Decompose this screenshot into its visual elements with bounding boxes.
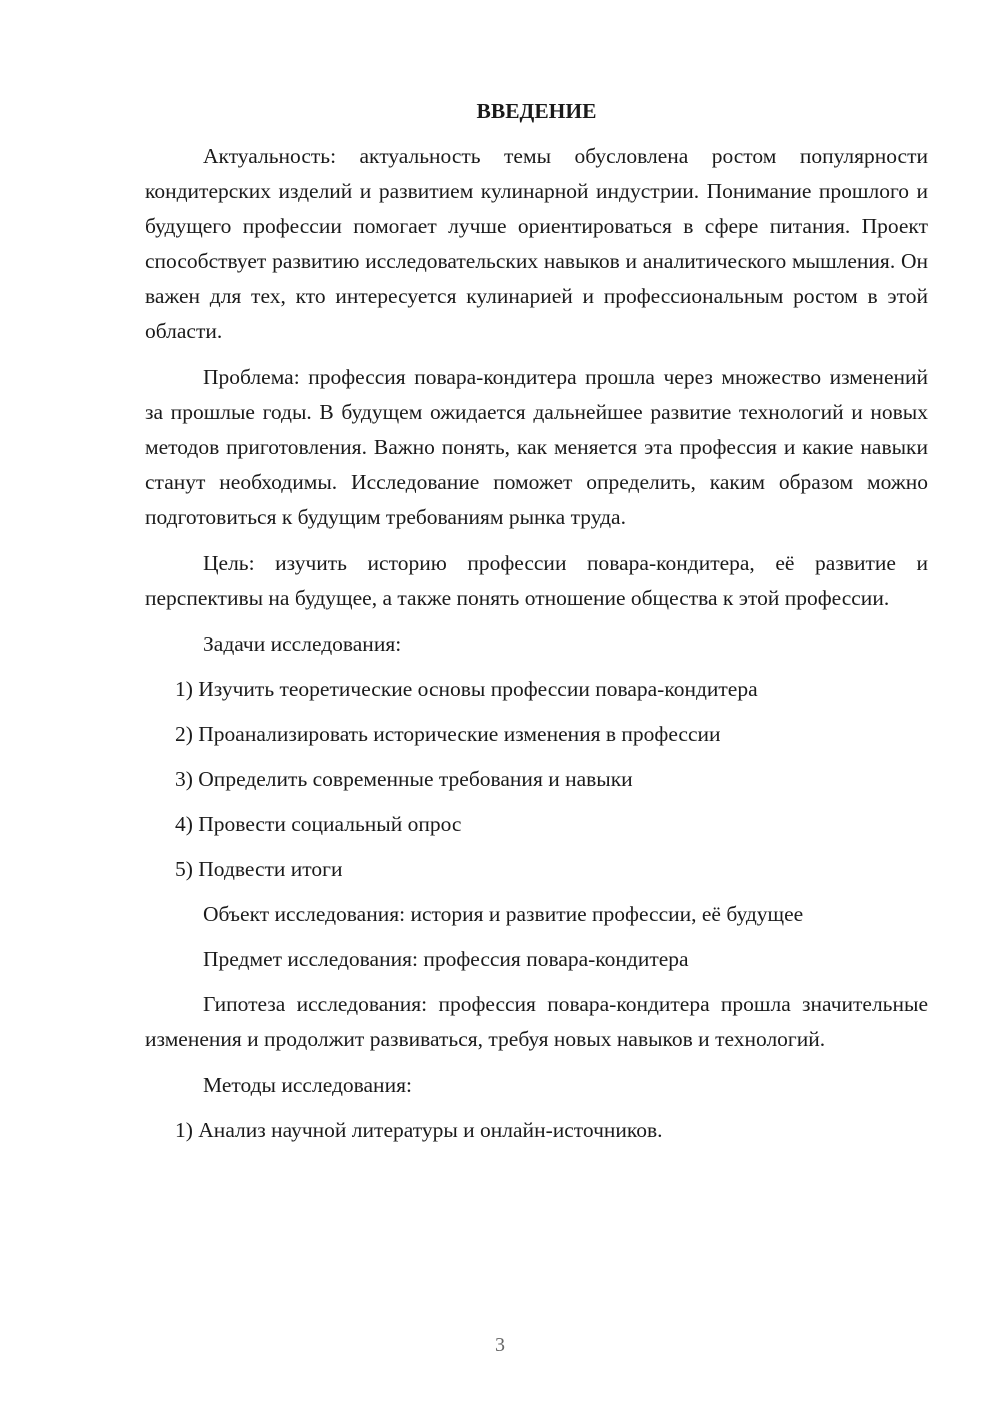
methods-heading: Методы исследования:: [203, 1073, 412, 1097]
section-title: ВВЕДЕНИЕ: [476, 99, 597, 123]
tasks-heading: Задачи исследования:: [203, 632, 402, 656]
task-item: 4) Провести социальный опрос: [175, 812, 462, 836]
object-line: Объект исследования: история и развитие профессии, её будущее: [203, 902, 804, 926]
page-number: 3: [495, 1334, 505, 1356]
relevance-paragraph: Актуальность: актуальность темы обусловлена ростом популярности кондитерских изделий и развитием кулинарной индустрии. Понимание прошлого и будущего профессии помогает лучше ориентироваться в сфере питания. Проект способствует развитию исследовательских навыков и аналитического мышления. Он важен для тех, кто интересуется кулинарией и профессиональным ростом в этой области.: [145, 144, 928, 343]
subject-line: Предмет исследования: профессия повара-кондитера: [203, 947, 689, 971]
task-item: 1) Изучить теоретические основы профессии повара-кондитера: [175, 677, 758, 701]
task-item: 2) Проанализировать исторические изменения в профессии: [175, 722, 721, 746]
goal-paragraph: Цель: изучить историю профессии повара-кондитера, её развитие и перспективы на будущее, а также понять отношение общества к этой профессии.: [145, 551, 928, 610]
problem-paragraph: Проблема: профессия повара-кондитера прошла через множество изменений за прошлые годы. В будущем ожидается дальнейшее развитие технологий и новых методов приготовления. Важно понять, как меняется эта профессия и какие навыки станут необходимы. Исследование поможет определить, каким образом можно подготовиться к будущим требованиям рынка труда.: [145, 365, 928, 529]
document-page: [145, 96, 928, 1158]
method-item: 1) Анализ научной литературы и онлайн-источников.: [175, 1118, 663, 1142]
task-item: 5) Подвести итоги: [175, 857, 343, 881]
task-item: 3) Определить современные требования и навыки: [175, 767, 633, 791]
hypothesis-paragraph: Гипотеза исследования: профессия повара-кондитера прошла значительные изменения и продолжит развиваться, требуя новых навыков и технологий.: [145, 992, 928, 1051]
